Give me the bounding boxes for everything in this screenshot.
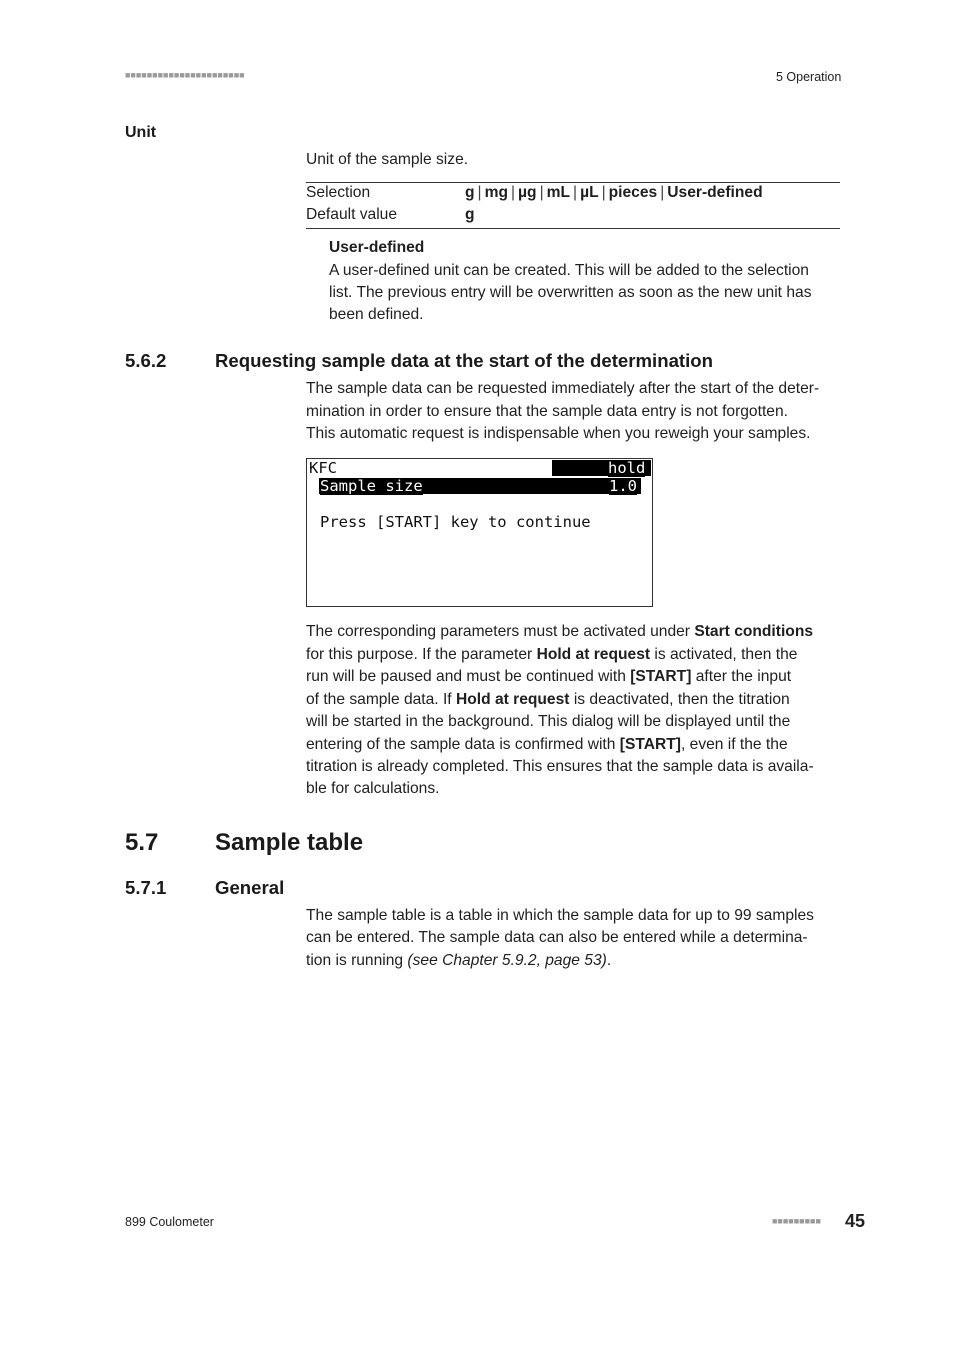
parameter-title: Unit — [125, 124, 157, 141]
intro-line-3: This automatic request is indispensable when you reweigh your samples. — [306, 425, 811, 442]
section-number-5-7-1: 5.7.1 — [125, 877, 167, 898]
option-mg: mg — [484, 184, 508, 201]
paragraph-line-3: run will be paused and must be continued with [START] after the input — [306, 668, 792, 685]
default-value: g — [465, 206, 475, 223]
paragraph-line-5: will be started in the background. This dialog will be displayed until the — [306, 713, 791, 730]
option-pieces: pieces — [608, 184, 658, 201]
display-field-label: Sample size — [320, 477, 423, 495]
section-title-5-7: Sample table — [215, 829, 364, 856]
intro-line-2: mination in order to ensure that the sample data entry is not forgotten. — [306, 403, 788, 420]
selection-options: g | mg | µg | mL | µL | pieces | User-defined — [465, 184, 763, 201]
option-ml: mL — [546, 184, 571, 201]
paragraph-line-8: ble for calculations. — [306, 780, 440, 797]
table-bottom-rule — [306, 228, 840, 229]
footer-marker: ■■■■■■■■■ — [772, 1216, 821, 1226]
general-line-3: tion is running (see Chapter 5.9.2, page 53). — [306, 952, 612, 969]
option-g: g — [465, 184, 475, 201]
paragraph-line-2: for this purpose. If the parameter Hold at request is activated, then the — [306, 646, 798, 663]
option-ul: µL — [580, 184, 599, 201]
paragraph-line-6: entering of the sample data is confirmed with [START], even if the the — [306, 736, 788, 753]
display-field-value: 1.0 — [609, 477, 637, 495]
general-line-2: can be entered. The sample data can also be entered while a determina- — [306, 929, 808, 946]
user-defined-title: User-defined — [329, 239, 425, 256]
user-defined-line-1: A user-defined unit can be created. This will be added to the selection — [329, 262, 809, 279]
intro-line-1: The sample data can be requested immediately after the start of the deter- — [306, 380, 820, 397]
display-title: KFC — [309, 459, 337, 477]
section-title-5-6-2: Requesting sample data at the start of the determination — [215, 350, 713, 371]
section-number-5-7: 5.7 — [125, 829, 159, 856]
option-user-defined: User-defined — [667, 184, 763, 201]
instrument-display — [306, 458, 653, 607]
cross-reference-link[interactable]: (see Chapter 5.9.2, page 53) — [407, 952, 607, 969]
default-value-label: Default value — [306, 206, 398, 223]
page-number: 45 — [845, 1211, 866, 1231]
chapter-label: 5 Operation — [776, 70, 842, 84]
user-defined-line-2: list. The previous entry will be overwritten as soon as the new unit has — [329, 284, 812, 301]
paragraph-line-1: The corresponding parameters must be activated under Start conditions — [306, 623, 814, 640]
footer-product: 899 Coulometer — [125, 1215, 214, 1229]
section-number-5-6-2: 5.6.2 — [125, 350, 167, 371]
display-message: Press [START] key to continue — [320, 513, 591, 531]
parameter-description: Unit of the sample size. — [306, 151, 469, 168]
selection-label: Selection — [306, 184, 371, 201]
paragraph-line-7: titration is already completed. This ensures that the sample data is availa- — [306, 758, 814, 775]
user-defined-line-3: been defined. — [329, 306, 424, 323]
header-marker: ■■■■■■■■■■■■■■■■■■■■■■ — [125, 70, 245, 80]
section-title-5-7-1: General — [215, 877, 285, 898]
paragraph-line-4: of the sample data. If Hold at request is deactivated, then the titration — [306, 691, 790, 708]
display-status: hold — [608, 459, 646, 477]
general-line-1: The sample table is a table in which the sample data for up to 99 samples — [306, 907, 814, 924]
option-ug: µg — [518, 184, 537, 201]
